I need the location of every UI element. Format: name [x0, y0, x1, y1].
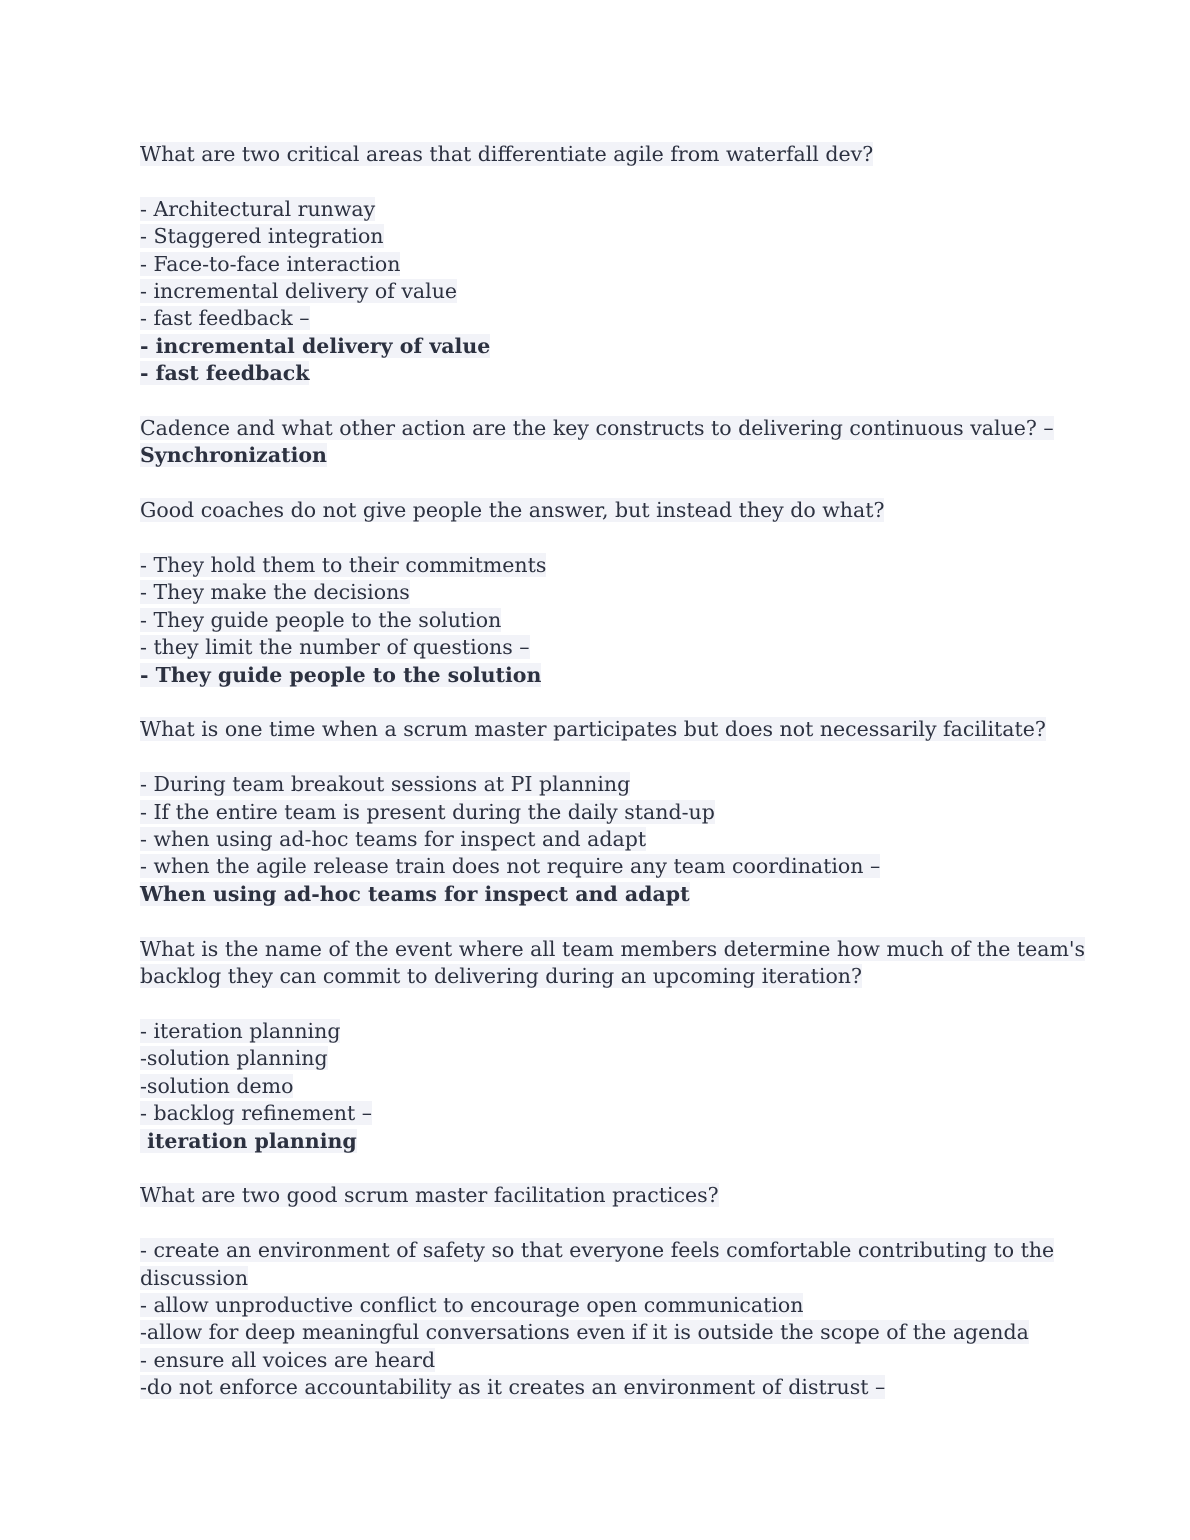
question-text: What is one time when a scrum master participates but does not necessarily facilitate?: [140, 717, 1046, 742]
question-text: What is the name of the event where all team members determine how much of the team's: [140, 936, 1086, 961]
answer-option: - They hold them to their commitments: [140, 553, 547, 578]
answer-option: - iteration planning: [140, 1018, 341, 1043]
correct-answer: When using ad-hoc teams for inspect and adapt: [140, 881, 690, 906]
answer-option: - ensure all voices are heard: [140, 1347, 436, 1372]
document-page: [140, 141, 1086, 1402]
correct-answer: - incremental delivery of value: [140, 333, 491, 358]
question-text: Good coaches do not give people the answer, but instead they do what?: [140, 498, 885, 523]
answer-option: - backlog refinement –: [140, 1101, 372, 1126]
question-block-1: [140, 141, 1050, 388]
answer-option: - fast feedback –: [140, 306, 310, 331]
correct-answer: - They guide people to the solution: [140, 662, 542, 687]
question-text: Cadence and what other action are the key constructs to delivering continuous value? –: [140, 416, 1054, 441]
answer-option: -do not enforce accountability as it creates an environment of distrust –: [140, 1375, 886, 1400]
correct-answer: Synchronization: [140, 443, 327, 468]
answer-option: - incremental delivery of value: [140, 279, 458, 304]
answer-option: - allow unproductive conflict to encourage open communication: [140, 1292, 804, 1317]
answer-option: - when the agile release train does not require any team coordination –: [140, 854, 881, 879]
answer-option: - create an environment of safety so that everyone feels comfortable contributing to the: [140, 1238, 1055, 1263]
question-text: What are two critical areas that differentiate agile from waterfall dev?: [140, 142, 874, 166]
answer-option: - They guide people to the solution: [140, 607, 502, 632]
question-block-6: [140, 1182, 1055, 1401]
correct-answer: - fast feedback: [140, 361, 310, 386]
answer-option: - If the entire team is present during the daily stand-up: [140, 799, 715, 824]
answer-option: - They make the decisions: [140, 580, 410, 605]
answer-option: discussion: [140, 1265, 249, 1290]
answer-option: - Architectural runway: [140, 196, 376, 221]
question-block-4: [140, 716, 1050, 908]
question-block-5: [140, 936, 1086, 1155]
answer-option: -solution demo: [140, 1073, 294, 1098]
answer-option: - Face-to-face interaction: [140, 251, 401, 276]
correct-answer: iteration planning: [140, 1128, 357, 1153]
answer-option: - During team breakout sessions at PI planning: [140, 772, 631, 797]
answer-option: - they limit the number of questions –: [140, 635, 530, 660]
question-block-2: [140, 415, 1054, 470]
question-block-3: [140, 497, 1050, 689]
answer-option: - Staggered integration: [140, 224, 384, 249]
answer-option: -allow for deep meaningful conversations even if it is outside the scope of the agenda: [140, 1320, 1029, 1345]
answer-option: - when using ad-hoc teams for inspect and adapt: [140, 827, 647, 852]
question-text: backlog they can commit to delivering during an upcoming iteration?: [140, 964, 862, 989]
answer-option: -solution planning: [140, 1046, 328, 1071]
question-text: What are two good scrum master facilitation practices?: [140, 1183, 719, 1208]
